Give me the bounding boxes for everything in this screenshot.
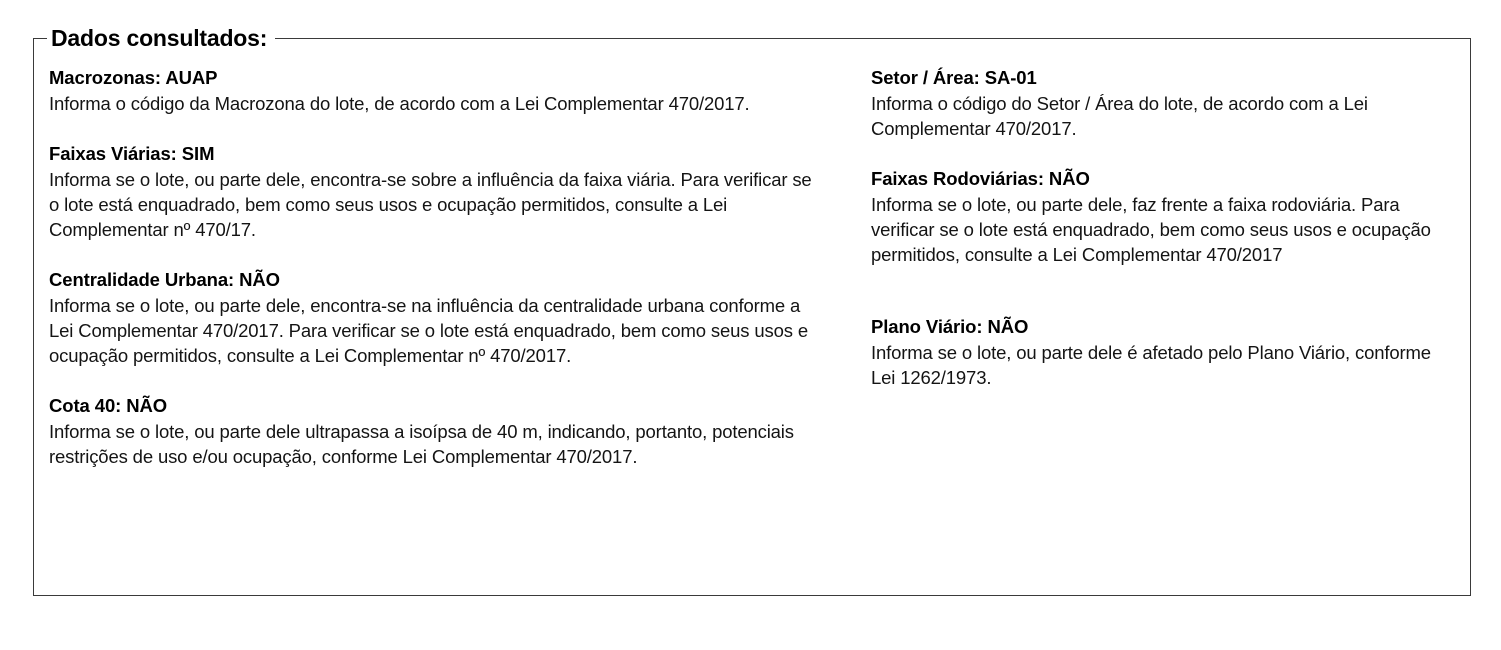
panel-content xyxy=(33,38,1471,596)
field-macrozonas-title: Macrozonas: AUAP xyxy=(49,67,218,88)
dados-consultados-panel xyxy=(33,24,1471,596)
right-column xyxy=(853,66,1471,596)
field-faixas-rodoviarias-description: Informa se o lote, ou parte dele, faz frente a faixa rodoviária. Para verificar se o lote está enquadrado, bem como seus usos e ocupação permitidos, consulte a Lei Complementar 470/2017 xyxy=(871,194,1431,265)
panel-legend: Dados consultados: xyxy=(47,24,275,52)
field-plano-viario-title: Plano Viário: NÃO xyxy=(871,316,1029,337)
field-centralidade-urbana xyxy=(49,268,829,368)
field-setor-area-description: Informa o código do Setor / Área do lote, de acordo com a Lei Complementar 470/2017. xyxy=(871,93,1368,139)
field-plano-viario-description: Informa se o lote, ou parte dele é afetado pelo Plano Viário, conforme Lei 1262/1973. xyxy=(871,342,1431,388)
field-centralidade-urbana-title: Centralidade Urbana: NÃO xyxy=(49,269,280,290)
field-plano-viario xyxy=(871,315,1447,390)
field-macrozonas-description: Informa o código da Macrozona do lote, de acordo com a Lei Complementar 470/2017. xyxy=(49,93,750,114)
left-column xyxy=(33,66,853,596)
field-faixas-rodoviarias-title: Faixas Rodoviárias: NÃO xyxy=(871,168,1090,189)
field-macrozonas xyxy=(49,66,829,116)
field-centralidade-urbana-description: Informa se o lote, ou parte dele, encontra-se na influência da centralidade urbana conforme a Lei Complementar 470/2017. Para verificar se o lote está enquadrado, bem como seus usos e ocupação permitidos, consulte a Lei Complementar nº 470/2017. xyxy=(49,295,808,366)
field-setor-area xyxy=(871,66,1447,141)
field-cota-40-description: Informa se o lote, ou parte dele ultrapassa a isoípsa de 40 m, indicando, portanto, potenciais restrições de uso e/ou ocupação, conforme Lei Complementar 470/2017. xyxy=(49,421,794,467)
field-faixas-viarias-description: Informa se o lote, ou parte dele, encontra-se sobre a influência da faixa viária. Para verificar se o lote está enquadrado, bem como seus usos e ocupação permitidos, consulte a Lei Complementar nº 470/17. xyxy=(49,169,812,240)
field-cota-40 xyxy=(49,394,829,469)
field-setor-area-title: Setor / Área: SA-01 xyxy=(871,67,1037,88)
field-faixas-viarias xyxy=(49,142,829,242)
field-faixas-viarias-title: Faixas Viárias: SIM xyxy=(49,143,215,164)
field-cota-40-title: Cota 40: NÃO xyxy=(49,395,168,416)
field-faixas-rodoviarias xyxy=(871,167,1447,267)
